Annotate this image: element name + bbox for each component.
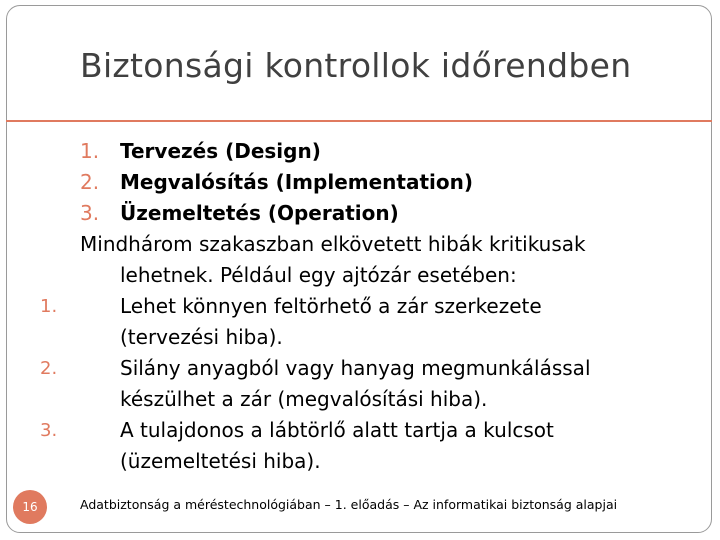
- example-item: [40, 353, 680, 384]
- phase-number: 2.: [80, 170, 100, 194]
- phase-item: [80, 198, 680, 229]
- example-text: Lehet könnyen feltörhető a zár szerkezete: [120, 294, 542, 318]
- example-continuation: készülhet a zár (megvalósítási hiba).: [120, 387, 488, 411]
- phase-number: 3.: [80, 201, 100, 225]
- phase-label: Üzemeltetés (Operation): [120, 201, 399, 225]
- phase-label: Megvalósítás (Implementation): [120, 170, 473, 194]
- phase-item: [80, 167, 680, 198]
- example-number: 3.: [40, 420, 58, 441]
- example-text: Silány anyagból vagy hanyag megmunkálással: [120, 356, 591, 380]
- example-item: [40, 415, 680, 446]
- page-number-badge: 16: [13, 490, 47, 524]
- phase-item: [80, 136, 680, 167]
- intro-line: lehetnek. Például egy ajtózár esetében:: [120, 263, 517, 287]
- slide-title: Biztonsági kontrollok időrendben: [80, 46, 632, 85]
- example-continuation: (üzemeltetési hiba).: [120, 449, 321, 473]
- phase-number: 1.: [80, 139, 100, 163]
- example-text: A tulajdonos a lábtörlő alatt tartja a kulcsot: [120, 418, 554, 442]
- slide-footer: Adatbiztonság a méréstechnológiában – 1. előadás – Az informatikai biztonság alapjai: [80, 497, 618, 512]
- example-number: 2.: [40, 358, 58, 379]
- example-number: 1.: [40, 296, 58, 317]
- phase-label: Tervezés (Design): [120, 139, 321, 163]
- slide-body: [40, 136, 680, 477]
- example-continuation: (tervezési hiba).: [120, 325, 283, 349]
- example-item: [40, 291, 680, 322]
- title-divider: [6, 120, 712, 122]
- intro-line: Mindhárom szakaszban elkövetett hibák kritikusak: [80, 232, 586, 256]
